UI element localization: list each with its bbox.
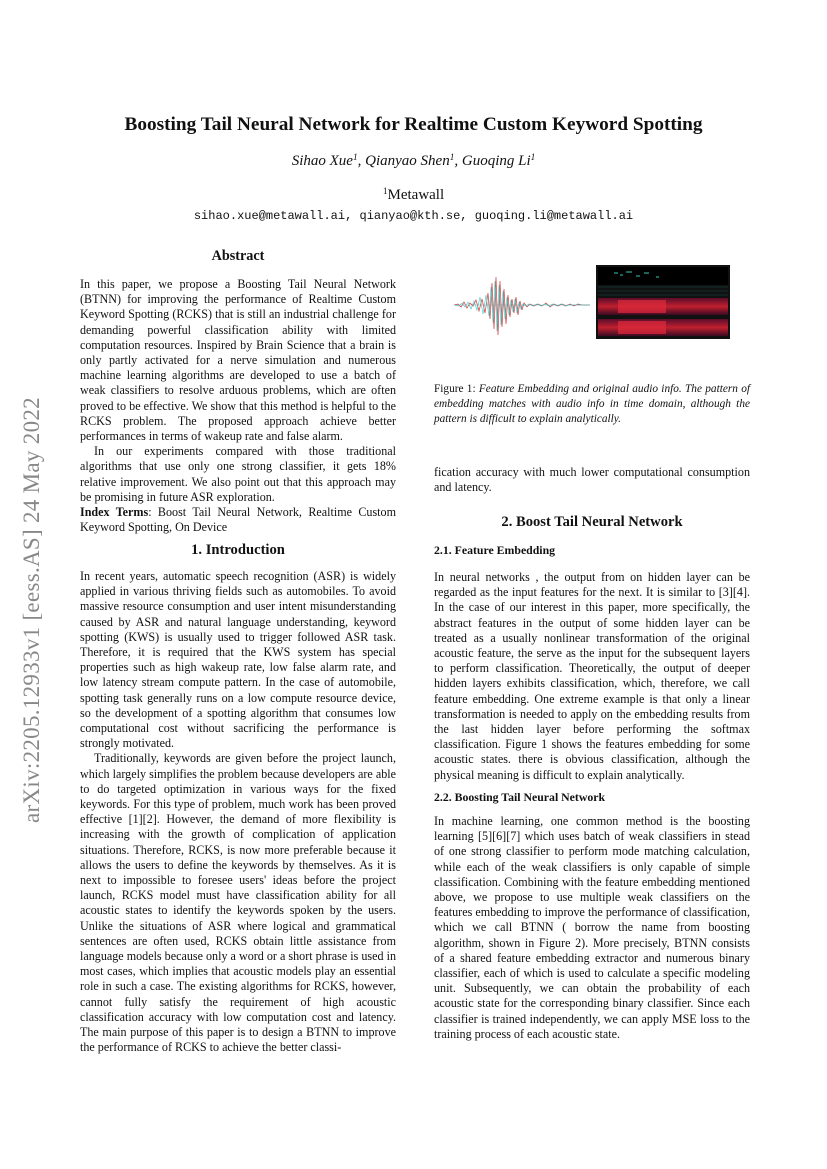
author-emails: sihao.xue@metawall.ai, qianyao@kth.se, guoqing.li@metawall.ai: [193, 209, 634, 223]
author-affil-mark: 1: [352, 152, 358, 163]
intro-paragraph: In recent years, automatic speech recognition (ASR) is widely applied in various thriving fields such as automobiles. To avoid massive resource consumption and user intent misunderstanding caused by ASR and natural language understanding, keyword spotting (KWS) is usually used to trigger followed ASR task. Therefore, it is required that the KWS system has special properties such as high wakeup rate, low false alarm rate, and low latency stream compute pattern. In the case of automobile, spotting task generally runs on a low compute resource device, so the development of a spotting algorithm that consumes low computational cost without sacrificing the performance is strongly motivated.: [80, 569, 396, 751]
embedding-band: [598, 267, 728, 285]
author-affil-mark: 1: [530, 152, 536, 163]
paper-title: Boosting Tail Neural Network for Realtime Custom Keyword Spotting: [124, 114, 703, 135]
index-terms-text: : Boost Tail Neural Network, Realtime Custom Keyword Spotting, On Device: [80, 505, 396, 535]
figure1-caption: [434, 382, 750, 428]
section-heading-introduction: 1. Introduction: [191, 542, 285, 558]
intro-paragraph: Traditionally, keywords are given before the project launch, which largely simplifies the problem because developers are able to do targeted optimization in various ways for the fixed keywords. For this type of problem, much work has been proved effective [1][2]. However, the demand of more flexibility is increasing with the growth of complication of application situations. Therefore, RCKS, is now more preferable because it allows the users to define the keywords by themselves. As it is next to impossible to foresee users' ideas before the project launch, RCKS model must have classification ability for all acoustic states to identify the keywords spoken by the users. Unlike the situations of ASR where logical and grammatical sentences are often used, RCKS obtain little assistance from language models because only a word or a short phrase is used in most cases, which implies that acoustic models play an essential role in such a case. The existing algorithms for RCKS, however, cannot fully satisfy the requirement of high acoustic classification accuracy with low computation cost and latency. The main purpose of this paper is to design a BTNN to improve the performance of RCKS to achieve the better classi-: [80, 751, 396, 1055]
arxiv-sidebar-stamp: [12, 345, 52, 875]
introduction-body: [80, 569, 396, 1056]
author-name: Guoqing Li: [461, 153, 531, 169]
figure1-label: Figure 1:: [434, 383, 476, 395]
section-heading-boost-tail: 2. Boost Tail Neural Network: [501, 514, 683, 530]
boosting-tail-body: [434, 814, 750, 1042]
affiliation-name: Metawall: [387, 187, 445, 203]
index-terms-label: Index Terms: [80, 505, 149, 520]
affiliation-mark: 1: [382, 186, 388, 197]
figure1-waveform: [454, 269, 590, 341]
affiliation: [0, 187, 827, 204]
abstract-paragraph: In this paper, we propose a Boosting Tail Neural Network (BTNN) for improving the performance of Realtime Custom Keyword Spotting (RCKS) that is still an industrial challenge for demanding powerful classification ability with limited computation resources. Inspired by Brain Science that a brain is only partly activated for a nerve simulation and numerous machine learning algorithms are developed to use a batch of weak classifiers to resolve arduous problems, which are often proved to be effective. We show that this method is helpful to the RCKS problem. The proposed approach achieve better performances in terms of wakeup rate and false alarm.: [80, 277, 396, 444]
continuation-paragraph: fication accuracy with much lower computational consumption and latency.: [434, 465, 750, 495]
index-terms: [80, 505, 396, 535]
subsection-heading-feature-embedding: 2.1. Feature Embedding: [434, 543, 556, 557]
abstract-heading: Abstract: [211, 248, 265, 264]
feature-embedding-paragraph: In neural networks , the output from on hidden layer can be regarded as the input features for the next. It is similar to [3][4]. In the case of our interest in this paper, more specifically, the abstract features in the output of some hidden layer can be treated as a usually nonlinear transformation of the original acoustic feature, the serve as the input for the subsequent layers to perform classification. Theoretically, the output of deeper hidden layers exhibits classification, which, therefore, we call feature embedding. One extreme example is that only a linear transformation is needed to apply on the embedding results from the last hidden layer before performing the softmax classification. Figure 1 shows the features embedding for some acoustic states. there is obvious classification, although the physical meaning is difficult to explain analytically.: [434, 570, 750, 782]
abstract-body: [80, 277, 396, 535]
waveform-trace-cyan: [454, 281, 590, 331]
spectrogram-energy-lower: [618, 321, 666, 334]
author-name: Qianyao Shen: [365, 153, 450, 169]
figure1-caption-text: Feature Embedding and original audio info. The pattern of embedding matches with audio info in time domain, although the pattern is difficult to explain analytically.: [434, 383, 750, 426]
abstract-paragraph: In our experiments compared with those traditional algorithms that use only one strong classifier, it gets 18% relative improvement. We also point out that this approach may be promising in future ASR exploration.: [80, 444, 396, 504]
boosting-tail-paragraph: In machine learning, one common method is the boosting learning [5][6][7] which uses batch of weak classifiers in stead of one strong classifier to perform mode matching calculation, while each of the weak classifiers is only capable of simple classification. Combining with the feature embedding mentioned above, we propose to use multiple weak classifiers on the features embedding to improve the performance of classification, which we call BTNN ( borrow the name from boosting algorithm, shown in Figure 2). More precisely, BTNN consists of a shared feature embedding extractor and numerous binary classifier, each of which is used to calculate a specific modeling unit. Subsequently, we can obtain the probability of each acoustic state for the corresponding binary classifier. Since each classifier is trained independently, we can apply MSE loss to the training process of each acoustic state.: [434, 814, 750, 1041]
subsection-heading-boosting-tail: 2.2. Boosting Tail Neural Network: [434, 790, 606, 804]
intro-continuation: [434, 465, 750, 495]
arxiv-id: arXiv:2205.12933v1 [eess.AS] 24 May 2022: [19, 397, 44, 823]
spectrogram-energy-upper: [618, 300, 666, 313]
feature-embedding-body: [434, 570, 750, 783]
author-list: Sihao Xue$^1$, Qianyao Shen$^1$, Guoqing Li$^1$: [291, 152, 536, 169]
author-name: Sihao Xue: [291, 153, 353, 169]
figure1-spectrogram: [596, 265, 730, 339]
author-affil-mark: 1: [449, 152, 455, 163]
